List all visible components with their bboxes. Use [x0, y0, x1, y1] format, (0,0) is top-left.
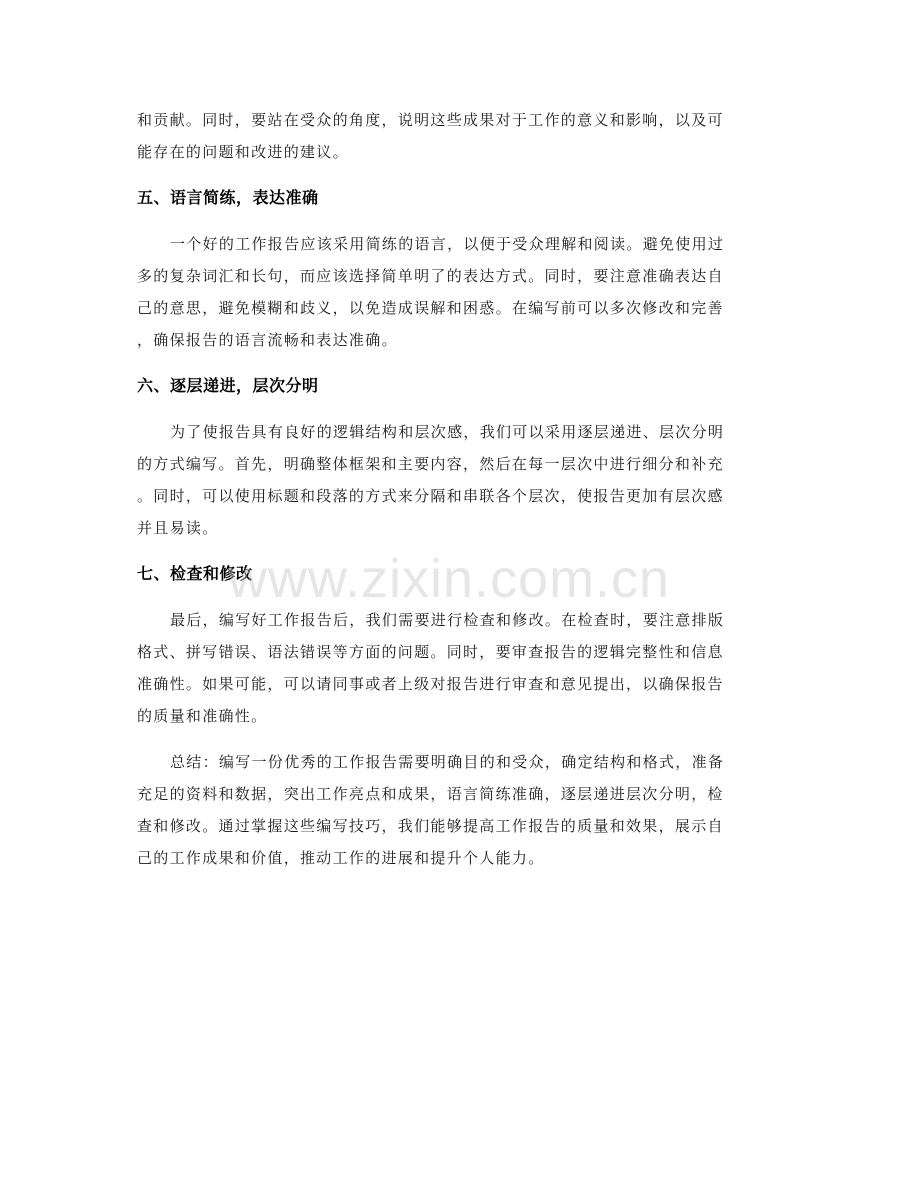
section-heading-7: 七、检查和修改 — [137, 564, 253, 583]
text-line: 为了使报告具有良好的逻辑结构和层次感，我们可以采用逐层递进、层次分明 — [170, 423, 725, 441]
summary-paragraph — [137, 746, 787, 874]
text-line: 准确性。如果可能，可以请同事或者上级对报告进行审查和意见提出，以确保报告 — [137, 675, 724, 693]
section-7-paragraph — [137, 604, 787, 732]
text-line: 己的意思，避免模糊和歧义，以免造成误解和困惑。在编写前可以多次修改和完善 — [137, 299, 724, 317]
section-6-paragraph — [137, 416, 787, 544]
text-line: 格式、拼写错误、语法错误等方面的问题。同时，要审查报告的逻辑完整性和信息 — [137, 643, 724, 661]
text-line: 最后，编写好工作报告后，我们需要进行检查和修改。在检查时，要注意排版 — [170, 611, 725, 629]
intro-paragraph — [137, 104, 787, 168]
text-line: 的质量和准确性。 — [137, 707, 268, 725]
document-body — [137, 104, 787, 874]
watermark: www.zixin.com.cn — [228, 549, 671, 609]
text-line: 一个好的工作报告应该采用简练的语言，以便于受众理解和阅读。避免使用过 — [170, 235, 725, 253]
text-line: 能存在的问题和改进的建议。 — [137, 143, 349, 161]
text-line: 总结：编写一份优秀的工作报告需要明确目的和受众，确定结构和格式，准备 — [170, 753, 725, 771]
section-heading-6: 六、逐层递进，层次分明 — [137, 376, 319, 395]
text-line: ，确保报告的语言流畅和表达准确。 — [137, 331, 398, 349]
text-line: 的方式编写。首先，明确整体框架和主要内容，然后在每一层次中进行细分和补充 — [137, 455, 724, 473]
text-line: 。同时，可以使用标题和段落的方式来分隔和串联各个层次，使报告更加有层次感 — [137, 487, 724, 505]
text-line: 查和修改。通过掌握这些编写技巧，我们能够提高工作报告的质量和效果，展示自 — [137, 817, 724, 835]
text-line: 多的复杂词汇和长句，而应该选择简单明了的表达方式。同时，要注意准确表达自 — [137, 267, 724, 285]
text-line: 充足的资料和数据，突出工作亮点和成果，语言简练准确，逐层递进层次分明，检 — [137, 785, 724, 803]
section-5-paragraph — [137, 228, 787, 356]
text-line: 并且易读。 — [137, 519, 219, 537]
section-heading-5: 五、语言简练，表达准确 — [137, 188, 319, 207]
text-line: 和贡献。同时，要站在受众的角度，说明这些成果对于工作的意义和影响，以及可 — [137, 111, 724, 129]
text-line: 己的工作成果和价值，推动工作的进展和提升个人能力。 — [137, 849, 545, 867]
